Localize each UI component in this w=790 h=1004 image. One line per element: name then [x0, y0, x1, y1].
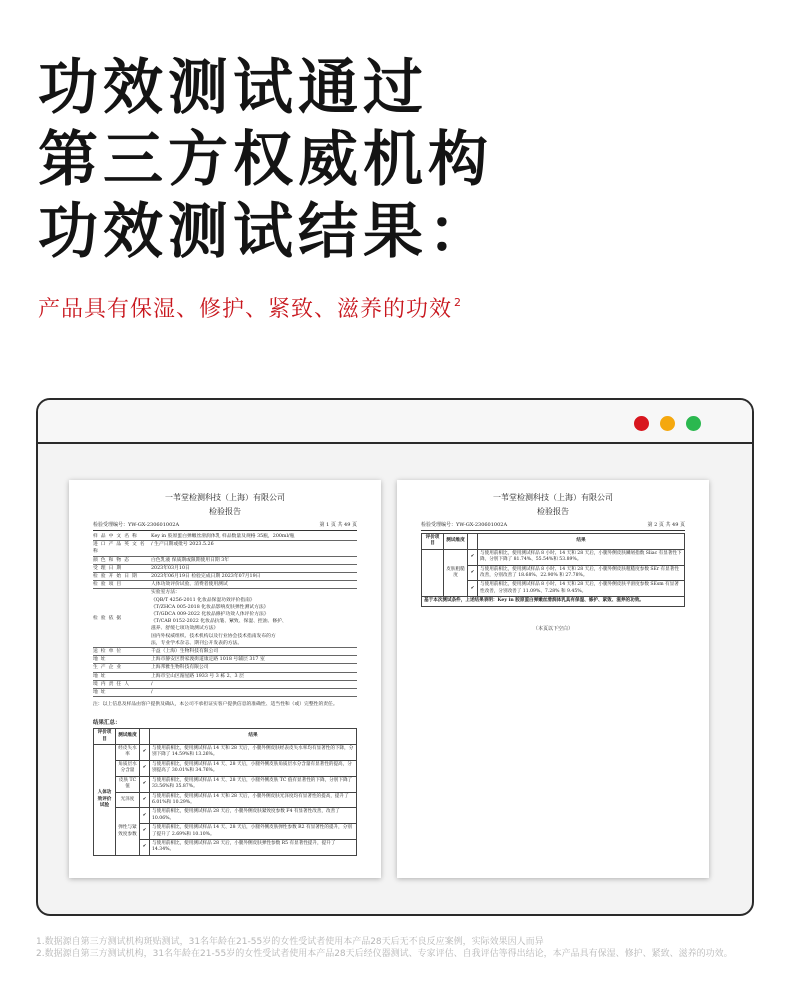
info-row — [93, 557, 357, 565]
info-row — [93, 681, 357, 689]
info-row — [93, 648, 357, 656]
summary-label: 结果汇总： — [93, 720, 121, 727]
report-page-number: 第 1 页 共 49 页 — [319, 522, 357, 528]
report-company: 一苇堂检测科技（上海）有限公司 — [165, 493, 285, 502]
checkmark-icon: ✔ — [140, 839, 150, 855]
report-company: 一苇堂检测科技（上海）有限公司 — [493, 493, 613, 502]
info-key: 进口产品英文名称 — [93, 542, 148, 555]
indicator-cell: 皮肤 TC 值 — [116, 776, 140, 792]
info-row — [93, 541, 357, 556]
footnote-2: 2.数据源自第三方测试机构，31名年龄在21-55岁的女性受试者使用本产品28天后经仪器测试、专家评估、自我评估等得出结论，本产品具有保湿、修护、紧致、滋养的功效。 — [36, 949, 733, 959]
result-cell: 与使用前相比，使用测试样品 28 天后，小腿外侧皮肤弹性参数 R5 有显著性提升，提升了 14.34%。 — [150, 839, 357, 855]
table-header-row — [94, 729, 357, 745]
indicator-cell: 光泽度 — [116, 792, 140, 808]
info-row — [93, 689, 357, 697]
info-value: / 生产日期或批号 2023.5.26 — [151, 542, 214, 548]
divider — [93, 530, 357, 531]
info-value: / — [151, 690, 153, 696]
result-cell: 与使用前相比，使用测试样品 14 天、28 天后，小腿外侧皮肤弹性参数 R2 有显著性的提升，分别了提升了 2.69%和 10.10%。 — [150, 824, 357, 840]
efficacy-subtitle — [38, 292, 462, 323]
table-row — [94, 808, 357, 824]
table-row — [422, 549, 685, 565]
column-header — [468, 534, 478, 550]
checkmark-icon: ✔ — [140, 792, 150, 808]
info-key: 送检单位 — [93, 649, 125, 655]
report-meta — [69, 521, 381, 528]
basis-line: 实验室方法： — [151, 590, 180, 596]
table-header-row — [422, 534, 685, 550]
column-header: 测试维度 — [444, 534, 468, 550]
browser-window-frame — [36, 398, 754, 916]
info-value: 上海市宝山区湄星路 1933 号 3 栋 2、3 层 — [151, 673, 244, 679]
blank-below-note: （本页以下空白） — [532, 625, 573, 632]
info-key: 受理日期 — [93, 565, 125, 571]
info-value: / — [151, 681, 153, 687]
basis-line: 《T/GDCA 009-2022 化妆品修护功效人体评价方法》 — [151, 612, 269, 618]
report-page-2 — [397, 480, 709, 878]
result-cell: 与使用前相比，使用测试样品 8 小时、14 天和 28 天后，小腿外侧皮肤粗糙度参数 SEr 有显著性改善，分别改善了 18.68%、22.90% 和 27.78%。 — [478, 565, 685, 581]
table-row — [94, 776, 357, 792]
table-row — [94, 745, 357, 761]
info-value: 2023年03月10日 — [151, 565, 190, 571]
table-row — [94, 792, 357, 808]
checkmark-icon: ✔ — [468, 565, 478, 581]
info-key: 境内责任人 — [93, 681, 132, 687]
footnotes — [36, 936, 766, 960]
info-value: 上海市静安区赞家渡街道康定路 1018 号辅层 317 室 — [151, 657, 265, 663]
info-value: 白色乳液 保质期或限期使用日期 3年 — [151, 557, 230, 563]
indicator-cell: 经皮失水率 — [116, 745, 140, 761]
info-row — [93, 573, 357, 581]
column-header — [140, 729, 150, 745]
info-key: 颜色和物态 — [93, 557, 132, 563]
info-value: 上海邦雅生物科技有限公司 — [151, 665, 209, 671]
test-basis-list — [151, 589, 357, 647]
result-cell: 与使用前相比，使用测试样品 8 小时、14 天和 28 天后，小腿外侧皮肤鳞屑指数 Sliac 有显著性下降，分别下降了 81.74%、55.54%和 53.89%。 — [478, 549, 685, 565]
divider — [421, 530, 685, 531]
info-key: 样品中文名称 — [93, 534, 140, 539]
disclaimer-note: 注：以上信息及样品由客户提供及确认，本公司不承担证实客户提供信息的准确性、适当性和（或）完整性的责任。 — [93, 702, 338, 708]
basis-line: 国内外权威组织、技术机构以及行业协会技术指南发布的方 — [151, 633, 276, 639]
checkmark-icon: ✔ — [140, 808, 150, 824]
checkmark-icon: ✔ — [468, 581, 478, 597]
info-key: 地址 — [93, 673, 109, 679]
info-key: 检验依据 — [93, 615, 125, 621]
maximize-dot-icon[interactable] — [686, 416, 701, 431]
headline-line-2: 第三方权威机构 — [38, 125, 493, 195]
info-row — [93, 673, 357, 681]
result-cell: 与使用前相比，使用测试样品 14 天、28 天后，小腿外侧皮肤 TC 值有显著性的下降，分别下降了 33.56%和 35.87%。 — [150, 776, 357, 792]
column-header: 结果 — [150, 729, 357, 745]
report-page-number: 第 2 页 共 49 页 — [647, 522, 685, 528]
basis-line: 滋养、舒缓七项功效测试方法》 — [151, 626, 219, 632]
report-number: 检验受理编号：YW-GX-230601002A — [421, 522, 508, 528]
checkmark-icon: ✔ — [140, 824, 150, 840]
column-header: 结果 — [478, 534, 685, 550]
info-key: 地址 — [93, 657, 109, 663]
report-number: 检验受理编号：YW-GX-230601002A — [93, 522, 180, 528]
column-header: 测试维度 — [116, 729, 140, 745]
window-titlebar — [38, 400, 752, 444]
info-row — [93, 565, 357, 573]
checkmark-icon: ✔ — [468, 549, 478, 565]
conclusion-cell: 基于本次测试条件，上述结果表明：Key in 胶原蛋白弹嫩丝滑润体乳具有保湿、修护、紧致、滋养的功效。 — [422, 597, 685, 606]
report-title: 检验报告 — [209, 507, 241, 516]
headline-line-3: 功效测试结果： — [38, 197, 493, 267]
basis-line: 《T/CAB 0152-2022 化妆品抗皱、紧致、保湿、控油、修护、 — [151, 619, 287, 625]
column-header: 评价项目 — [422, 534, 444, 550]
info-value: 2023年06月19日 检验完成日期 2023年07月19日 — [151, 574, 261, 580]
table-row — [422, 597, 685, 606]
info-key: 地址 — [93, 690, 109, 696]
indicator-cell: 皮肤粗糙度 — [444, 549, 468, 596]
column-header: 评价项目 — [94, 729, 116, 745]
results-table — [421, 533, 685, 607]
result-cell: 与使用前相比，使用测试样品 28 天后，小腿外侧皮肤紧致度参数 F4 有显著性改善，改善了 10.06%。 — [150, 808, 357, 824]
info-key: 生产企业 — [93, 665, 125, 671]
headline — [38, 52, 493, 268]
basis-line: 《QB/T 4256-2011 化妆品保湿功效评价指南》 — [151, 597, 255, 603]
checkmark-icon: ✔ — [140, 745, 150, 761]
info-key: 检验项目 — [93, 582, 125, 588]
report-meta — [397, 521, 709, 528]
footnote-1: 1.数据源自第三方测试机构斑贴测试，31名年龄在21-55岁的女性受试者使用本产品28天后无不良反应案例，实际效果因人而异 — [36, 937, 544, 947]
info-row — [93, 533, 357, 541]
report-page-1 — [69, 480, 381, 878]
report-title: 检验报告 — [537, 507, 569, 516]
subtitle-footnote-mark: 2 — [454, 296, 463, 309]
table-row — [94, 760, 357, 776]
basis-line: 法，专业学术杂志、期刊公开发表的方法。 — [151, 640, 243, 646]
category-cell — [422, 549, 444, 596]
category-cell: 人体功效评价试验 — [94, 745, 116, 856]
info-row — [93, 581, 357, 589]
sample-info-table — [93, 533, 357, 697]
info-key: 检验开始日期 — [93, 574, 140, 580]
info-value: 千益（上海）生物科技有限公司 — [151, 649, 219, 655]
info-value: Key in 胶原蛋白弹嫩丝滑润体乳 样品数量及规格 35瓶，200ml/瓶 — [151, 534, 295, 539]
headline-line-1: 功效测试通过 — [38, 53, 428, 123]
info-row — [93, 656, 357, 664]
result-cell: 与使用前相比，使用测试样品 14 天和 28 天后，小腿外侧皮肤经表皮失水率均有显著性的下降，分别下降了 14.59%和 13.26%。 — [150, 745, 357, 761]
test-basis-row — [93, 589, 357, 648]
result-cell: 与使用前相比，使用测试样品 14 天和 28 天后，小腿外侧皮肤光泽度均有显著性的提高，提升了 6.01%和 10.29%。 — [150, 792, 357, 808]
result-cell: 与使用前相比，使用测试样品 14 天、28 天后，小腿外侧皮肤角质层水分含量有显著性的提高，分别提高了 30.01%和 34.76%。 — [150, 760, 357, 776]
info-value: 人体功效评价试验、消费者使用测试 — [151, 582, 228, 588]
checkmark-icon: ✔ — [140, 776, 150, 792]
subtitle-text: 产品具有保湿、修护、紧致、滋养的功效 — [38, 297, 453, 322]
close-dot-icon[interactable] — [634, 416, 649, 431]
result-cell: 与使用前相比，使用测试样品 8 小时、14 天和 28 天后，小腿外侧皮肤平滑度参数 SEsm 有显著性改善，分别改善了 11.09%、7.28% 和 9.45%。 — [478, 581, 685, 597]
basis-line: 《T/ZHCA 005-2018 化妆品影响皮肤弹性测试方法》 — [151, 604, 269, 610]
checkmark-icon: ✔ — [140, 760, 150, 776]
minimize-dot-icon[interactable] — [660, 416, 675, 431]
indicator-cell: 弹性与紧致度参数 — [116, 808, 140, 855]
indicator-cell: 角质层水分含量 — [116, 760, 140, 776]
results-table — [93, 728, 357, 856]
info-row — [93, 664, 357, 672]
